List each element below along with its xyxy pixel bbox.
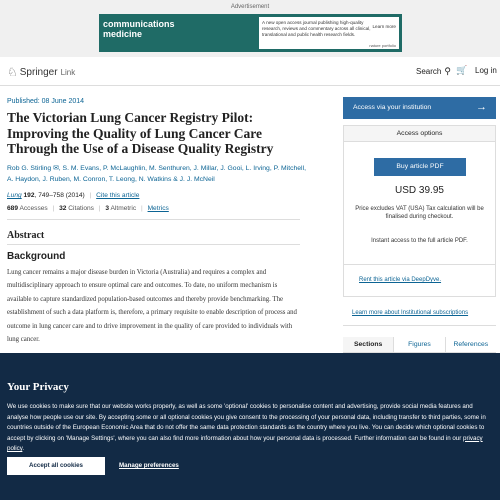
privacy-title: Your Privacy [7,381,69,393]
citation-line: Lung 192, 749–758 (2014) | Cite this article [7,192,140,199]
login-link[interactable]: Log in [475,66,497,75]
divider [7,244,300,245]
volume: 192 [23,192,35,199]
accept-cookies-button[interactable]: Accept all cookies [7,457,105,475]
advertisement-bar [0,0,500,57]
tab-references[interactable]: References [445,337,496,352]
instant-access-note: Instant access to the full article PDF. [371,238,468,244]
altmetric-label: Altmetric [110,205,137,212]
manage-preferences-link[interactable]: Manage preferences [119,462,179,469]
search-icon: ⚲ [444,66,451,76]
author-list[interactable]: Rob G. Stirling ✉, S. M. Evans, P. McLaughlin, M. Senthuren, J. Millar, J. Gooi, L. Irving, P. Mitchell, A. Haydon, J. Ruben, M. Conron, T. Leong, N. Watkins & J. J. McNeil [7,165,306,183]
buy-pdf-button[interactable]: Buy article PDF [374,158,466,176]
rent-deepdyve-link[interactable]: Rent this article via DeepDyve. [359,277,442,283]
ad-banner-panel [259,17,399,49]
ad-title-line-2: medicine [103,29,143,39]
logo-name: Springer [19,66,58,78]
article-title: The Victorian Lung Cancer Registry Pilot: Improving the Quality of Lung Cancer Care Through the Use of a Disease Quality Registry [7,110,274,156]
privacy-policy-link[interactable]: privacy policy [7,434,483,453]
article-metrics: 689 Accesses | 32 Citations | 3 Altmetric | Metrics [7,205,169,212]
site-header [0,57,500,86]
access-institution-label: Access via your institution [353,104,432,111]
privacy-banner [0,353,500,500]
arrow-right-icon: → [476,101,487,113]
accesses-label: Accesses [19,205,48,212]
sidebar-tabs [343,337,496,353]
tab-figures[interactable]: Figures [393,337,444,352]
divider [343,325,496,326]
access-options-panel [343,125,496,265]
price: USD 39.95 [395,185,444,196]
abstract-text: Lung cancer remains a major disease burden in Victoria (Australia) and requires a complex and multidisciplinary approach to ensure optimal care and outcomes. To date, no uniform mechanism is available to capture standardized population-based outcomes and thereby provide benchmarking. The establishment of such a data platform is, therefore, a primary requisite to enable description of process and outcome in lung cancer care and to drive improvement in the quality of care provided to individuals with lung cancer. [7,269,297,344]
rent-panel [343,265,496,297]
divider [7,219,300,220]
background-heading: Background [7,251,66,262]
ad-title-line-1: communications [103,19,175,29]
search-button[interactable] [416,66,451,77]
pages: , 749–758 (2014) [34,192,85,199]
abstract-heading: Abstract [7,230,45,241]
altmetric-count: 3 [105,205,110,212]
logo-suffix: Link [60,67,76,77]
citations-label: Citations [68,205,94,212]
springer-horse-icon: ♘ [7,65,18,79]
privacy-text: We use cookies to make sure that our website works properly, as well as some 'optional' cookies to personalise content and advertising, provide social media features and analyse how people use our site. By accepting some or all optional cookies you give consent to the processing of your personal data, including transfer to third parties, some in countries outside of the European Economic Area that do not offer the same data protection standards as the country where you live. You can decide which optional cookies to accept by clicking on 'Manage Settings', where you can also find more information about how your personal data is processed. Further information can be found in our [7,403,486,442]
privacy-body: We use cookies to make sure that our website works properly, as well as some 'optional' cookies to personalise content and advertising, provide social media features and analyse how people use our site. By accepting some or all optional cookies you give consent to the processing of your personal data, including transfer to third parties, some in countries outside of the European Economic Area that do not offer the same data protection standards as the country where you live. You can decide which optional cookies to accept by clicking on 'Manage Settings', where you can also find more information about how your personal data is processed. Further information can be found in our privacy policy. [7,403,486,453]
ad-learn-more[interactable]: Learn more [372,24,396,29]
cart-icon[interactable]: 🛒 [456,65,468,75]
ad-banner[interactable] [99,14,402,52]
journal-link[interactable]: Lung [7,192,22,199]
cite-this-article-link[interactable]: Cite this article [96,192,140,199]
springer-logo[interactable] [7,65,75,79]
ad-publisher: nature portfolio [369,43,396,48]
tab-sections[interactable]: Sections [343,337,393,352]
institutional-subscriptions-link[interactable]: Learn more about Institutional subscriptions [352,310,469,316]
published-date[interactable]: Published: 08 June 2014 [7,98,85,105]
ad-label: Advertisement [230,4,270,10]
metrics-link[interactable]: Metrics [147,205,169,212]
access-options-heading: Access options [344,126,495,142]
citations-count: 32 [59,205,67,212]
ad-banner-text: A new open access journal publishing high-quality research, reviews and commentary across all clinical, translational and public health research fields. [262,20,371,37]
vat-note: Price excludes VAT (USA) Tax calculation will be finalised during checkout. [355,206,484,220]
access-institution-button[interactable] [343,97,496,119]
accesses-count: 689 [7,205,19,212]
ad-banner-title [103,19,175,39]
search-label: Search [416,67,442,76]
